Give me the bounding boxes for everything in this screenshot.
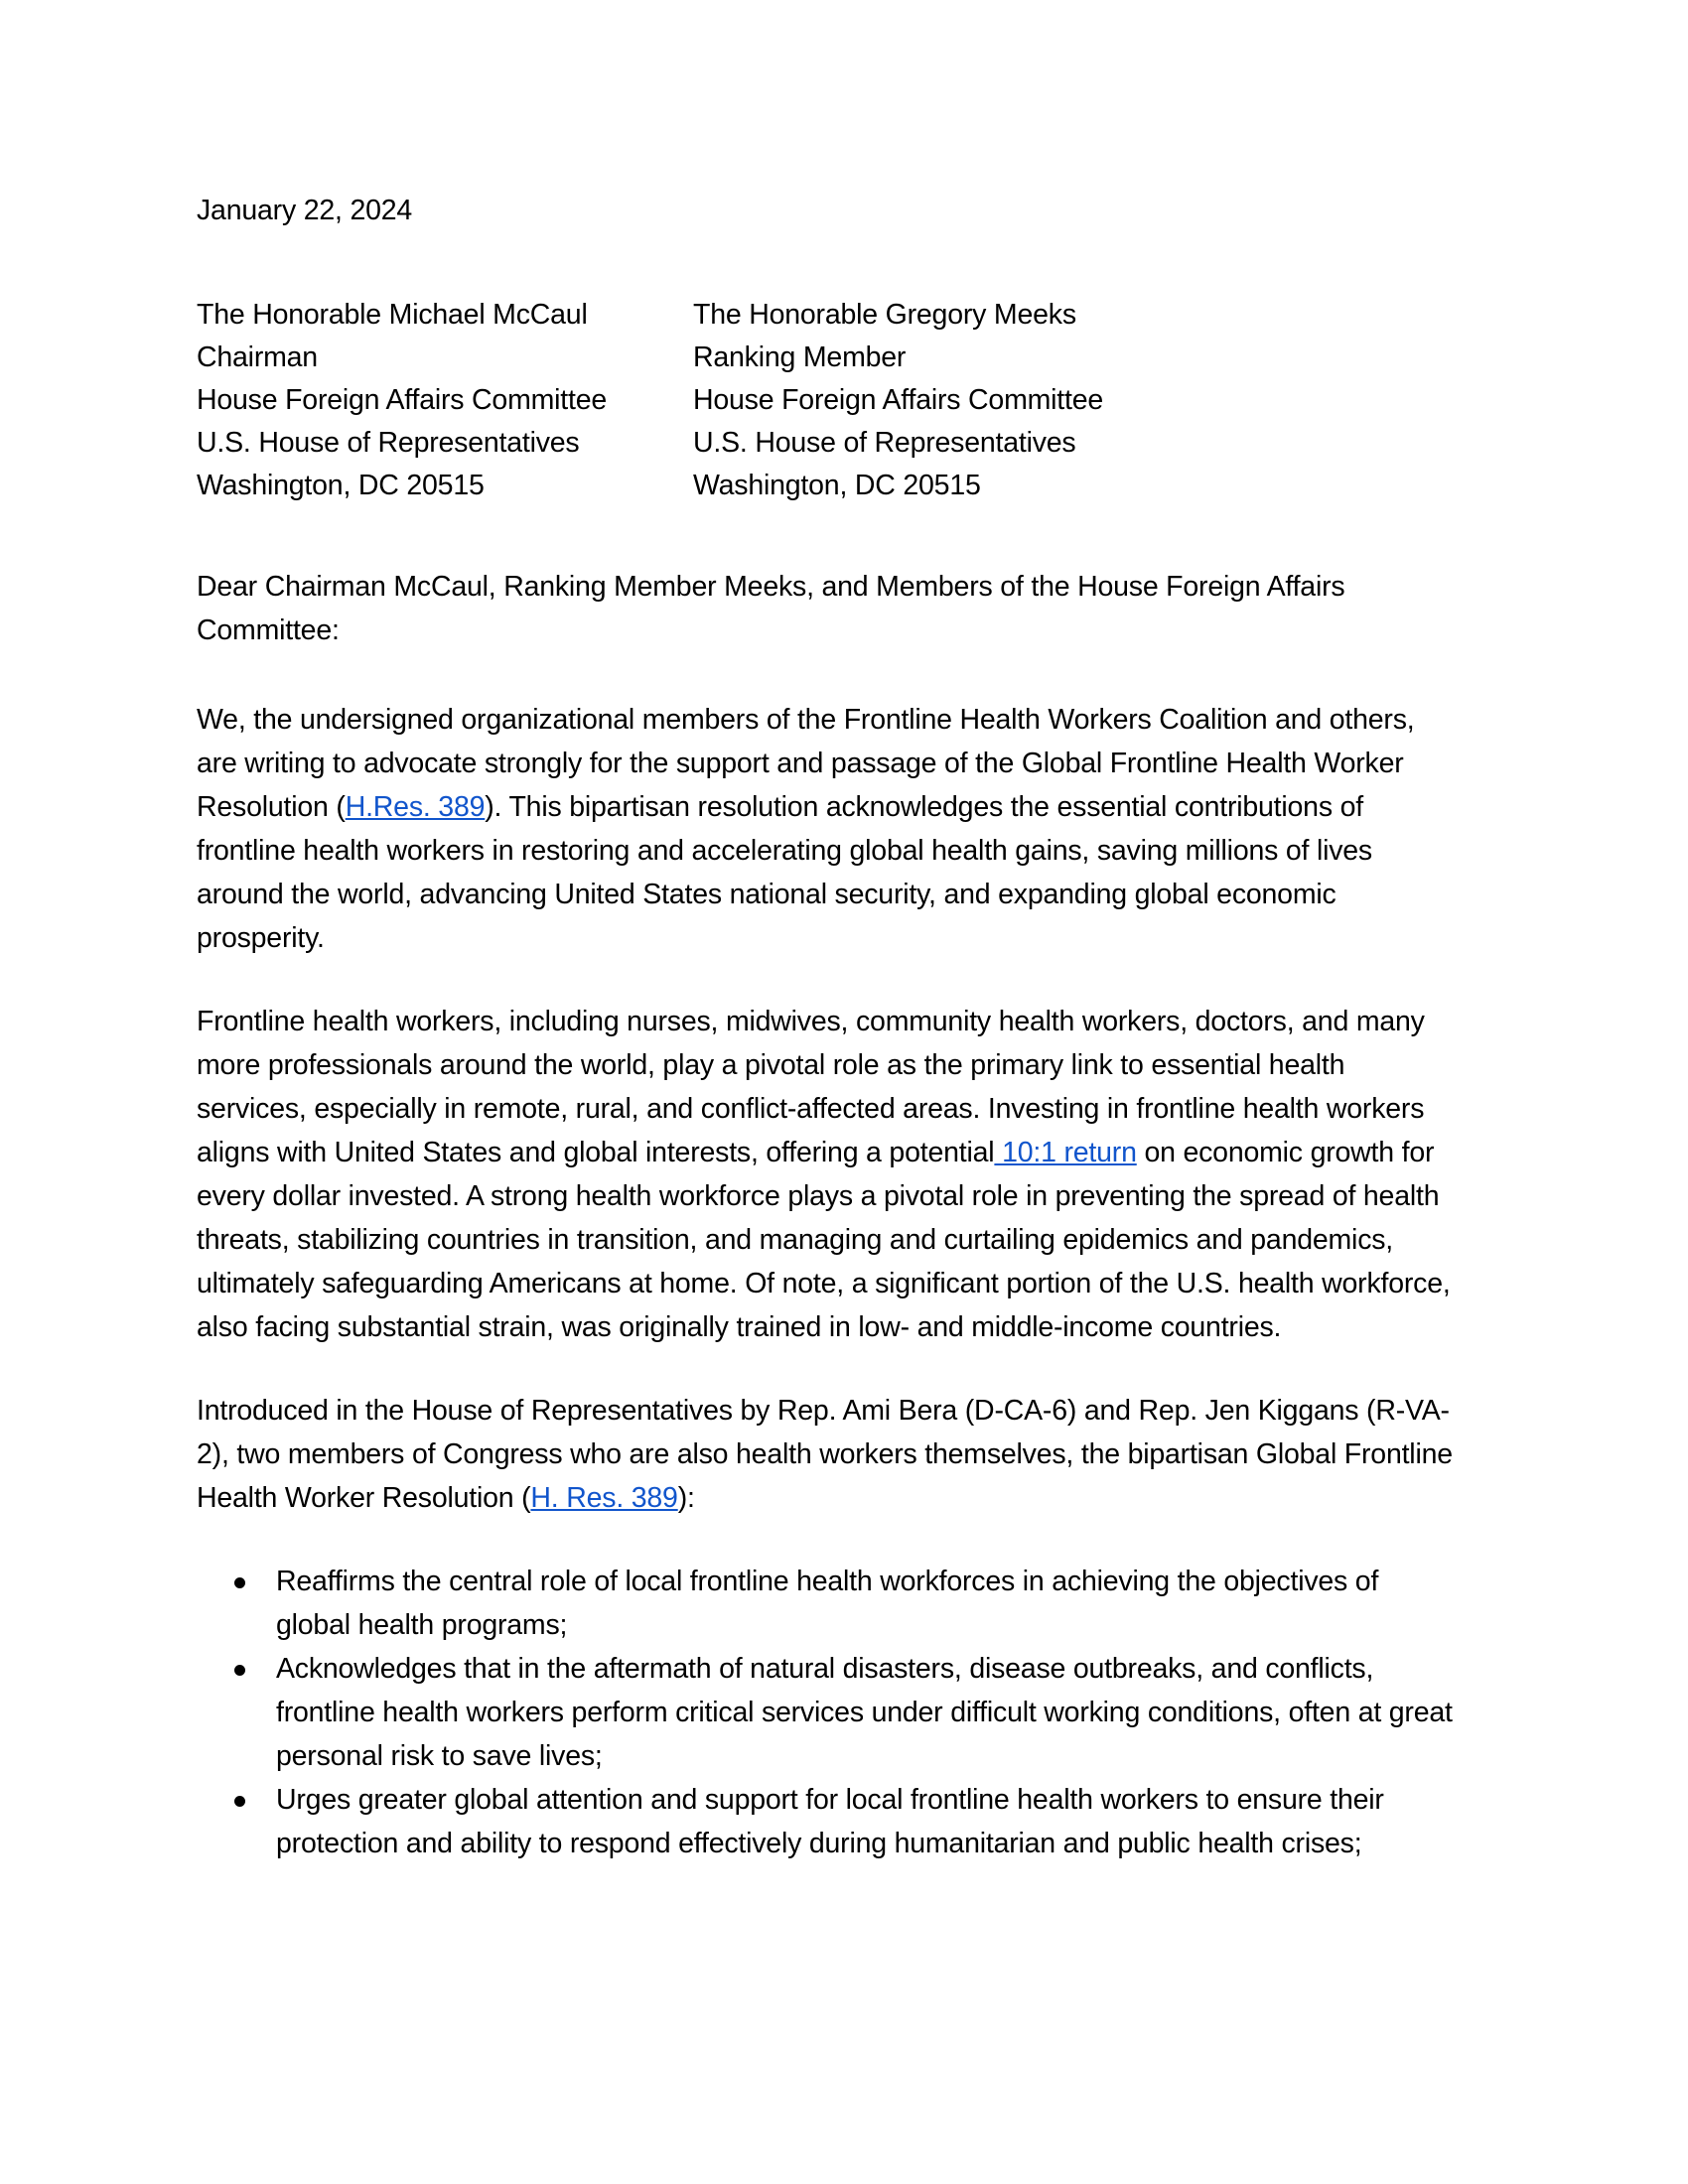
bullet-dot-icon <box>234 1665 245 1676</box>
recipient-right-line: The Honorable Gregory Meeks <box>693 299 1076 331</box>
recipient-right-line: House Foreign Affairs Committee <box>693 384 1104 416</box>
paragraph-2-before-link: Frontline health workers, including nurses, midwives, community health workers, doctors, and many more professionals around the world, play a pivotal role as the primary link to essential health services, especially in remote, rural, and conflict-affected areas. Investing in frontline health workers aligns with United States and global interests, offering a potential <box>197 1006 1425 1168</box>
resolution-bullet-list <box>197 1560 1456 1865</box>
list-item <box>197 1647 1456 1778</box>
recipient-right-line: Ranking Member <box>693 341 907 373</box>
bullet-dot-icon <box>234 1577 245 1588</box>
letter-date: January 22, 2024 <box>197 195 413 226</box>
recipient-left-line: Washington, DC 20515 <box>197 470 485 501</box>
paragraph-2-after-link: on economic growth for every dollar invested. A strong health workforce plays a pivotal role in preventing the spread of health threats, stabilizing countries in transition, and managing and curtailing epidemics and pandemics, ultimately safeguarding Americans at home. Of note, a significant portion of the U.S. health workforce, also facing substantial strain, was originally trained in low- and middle-income countries. <box>197 1137 1451 1343</box>
list-item-text: Urges greater global attention and support for local frontline health workers to ensure their protection and ability to respond effectively during humanitarian and public health crises; <box>276 1784 1384 1859</box>
list-item-text: Acknowledges that in the aftermath of natural disasters, disease outbreaks, and conflicts, frontline health workers perform critical services under difficult working conditions, often at great personal risk to save lives; <box>276 1653 1453 1772</box>
recipient-right-line: Washington, DC 20515 <box>693 470 981 501</box>
paragraph-2 <box>197 1000 1456 1349</box>
hres-389-link-1[interactable]: H.Res. 389 <box>345 791 486 823</box>
list-item <box>197 1560 1456 1647</box>
paragraph-3-after-link: ): <box>677 1482 695 1514</box>
recipient-left-line: Chairman <box>197 341 318 373</box>
paragraph-3 <box>197 1389 1456 1520</box>
recipient-left-line: The Honorable Michael McCaul <box>197 299 588 331</box>
paragraph-1 <box>197 698 1456 960</box>
ten-to-one-return-link[interactable]: 10:1 return <box>994 1137 1137 1168</box>
recipient-left-line: House Foreign Affairs Committee <box>197 384 608 416</box>
salutation: Dear Chairman McCaul, Ranking Member Meeks, and Members of the House Foreign Affairs Committee: <box>197 571 1345 646</box>
hres-389-link-2[interactable]: H. Res. 389 <box>530 1482 678 1514</box>
recipient-column-right <box>693 294 1456 507</box>
recipient-right-line: U.S. House of Representatives <box>693 427 1076 459</box>
recipient-left-line: U.S. House of Representatives <box>197 427 580 459</box>
paragraph-1-after-link: ). This bipartisan resolution acknowledges the essential contributions of frontline health workers in restoring and accelerating global health gains, saving millions of lives around the world, advancing United States national security, and expanding global economic prosperity. <box>197 791 1372 954</box>
bullet-dot-icon <box>234 1796 245 1807</box>
letter-content <box>197 189 1456 1865</box>
paragraph-1-before-link: We, the undersigned organizational members of the Frontline Health Workers Coalition and others, are writing to advocate strongly for the support and passage of the Global Frontline Health Worker Resolution ( <box>197 704 1415 823</box>
recipient-address-block <box>197 294 1456 507</box>
paragraph-3-before-link: Introduced in the House of Representatives by Rep. Ami Bera (D-CA-6) and Rep. Jen Kiggans (R-VA-2), two members of Congress who are also health workers themselves, the bipartisan Global Frontline Health Worker Resolution ( <box>197 1395 1453 1514</box>
recipient-column-left <box>197 294 693 507</box>
list-item <box>197 1778 1456 1865</box>
list-item-text: Reaffirms the central role of local frontline health workforces in achieving the objectives of global health programs; <box>276 1566 1379 1641</box>
